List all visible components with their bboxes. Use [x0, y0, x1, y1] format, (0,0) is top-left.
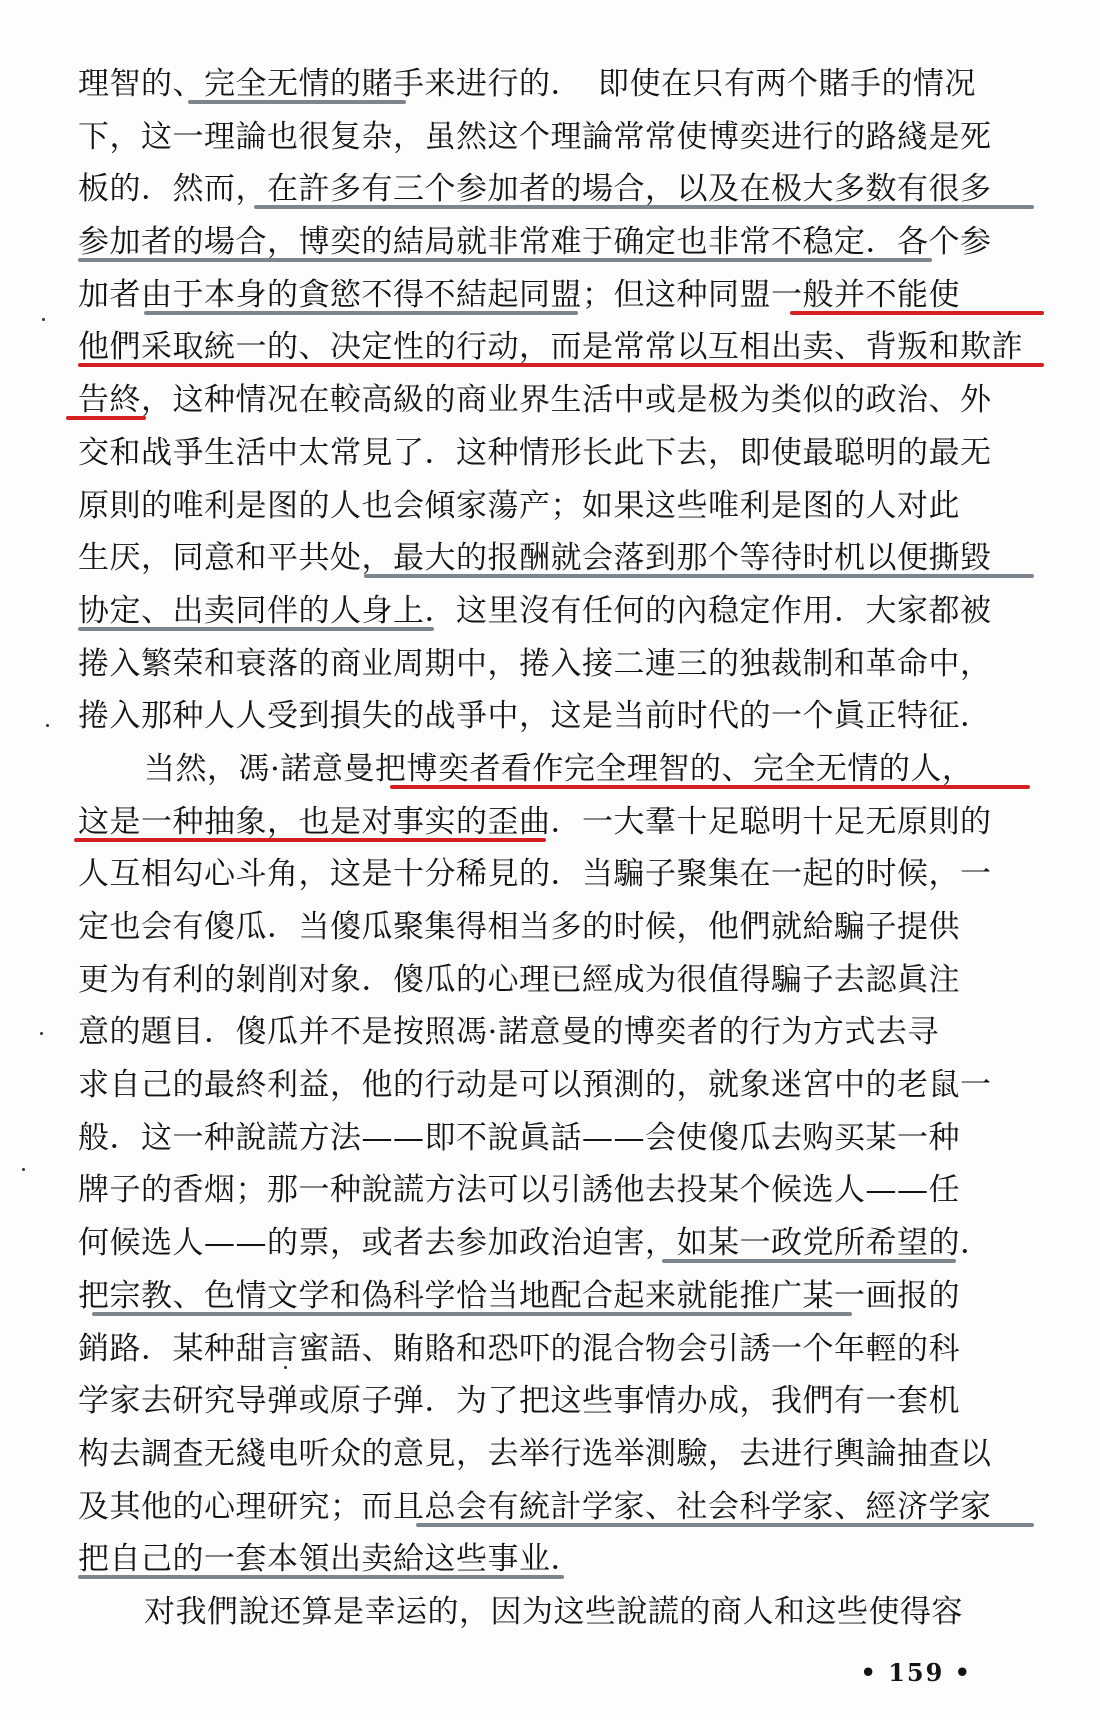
- text-line-14: 当然，馮·諾意曼把博奕者看作完全理智的、完全无情的人，: [78, 743, 1044, 796]
- text-line-17: 定也会有傻瓜．当傻瓜聚集得相当多的时候，他們就給騙子提供: [78, 909, 960, 945]
- text-line-9: 原則的唯利是图的人也会傾家蕩产；如果这些唯利是图的人对此: [78, 487, 960, 524]
- scan-speck: [22, 1168, 25, 1171]
- text-line-13: 捲入那种人人受到損失的战爭中，这是当前时代的一个眞正特征．: [78, 698, 992, 735]
- page-number: • 159 •: [860, 1658, 972, 1687]
- text-line-19: 意的題目．傻瓜并不是按照馮·諾意曼的博奕者的行为方式去寻: [78, 1014, 939, 1051]
- text-line-6: 他們采取統一的、决定性的行动，而是常常以互相出卖、背叛和欺詐: [78, 321, 1044, 374]
- text-line-10: 生厌，同意和平共处，最大的报酬就会落到那个等待时机以便撕毀: [78, 532, 1044, 585]
- scan-speck: [40, 1032, 43, 1035]
- text-line-25: 銷路．某种甜言蜜語、賄賂和恐吓的混合物会引誘一个年輕的科: [78, 1330, 960, 1367]
- text-line-7: 告終，这种情况在較高級的商业界生活中或是极为类似的政治、外: [78, 374, 1044, 427]
- text-line-1: 理智的、完全无情的賭手来进行的． 即使在只有两个賭手的情况: [78, 66, 976, 102]
- text-line-8: 交和战爭生活中太常見了．这种情形长此下去，即使最聪明的最无: [78, 434, 992, 471]
- text-line-26: 学家去研究导弹或原子弹．为了把这些事情办成，我們有一套机: [78, 1383, 960, 1420]
- text-line-22: 牌子的香烟；那一种說謊方法可以引誘他去投某个候选人——任: [78, 1172, 960, 1209]
- scan-speck: [42, 318, 45, 321]
- text-line-3: 板的．然而，在許多有三个参加者的場合，以及在极大多数有很多: [78, 163, 1044, 216]
- text-line-23: 何候选人——的票，或者去参加政治迫害，如某一政党所希望的．: [78, 1225, 992, 1262]
- text-line-15: 这是一种抽象，也是对事实的歪曲．一大羣十足聪明十足无原則的: [78, 796, 1044, 849]
- scan-speck: [46, 724, 49, 727]
- text-line-29: 把自己的一套本領出卖給这些事业．: [78, 1541, 582, 1578]
- text-line-11: 协定、出卖同伴的人身上．这里沒有任何的內稳定作用．大家都被: [78, 592, 992, 629]
- text-line-18: 更为有利的剝削对象．傻瓜的心理已經成为很值得騙子去認眞注: [78, 961, 960, 998]
- text-line-24: 把宗教、色情文学和偽科学恰当地配合起来就能推广某一画报的: [78, 1277, 960, 1314]
- text-line-30: 对我們說还算是幸运的，因为这些說謊的商人和这些使得容: [144, 1593, 963, 1630]
- text-line-5: 加者由于本身的貪慾不得不結起同盟；但这种同盟一般并不能使: [78, 269, 1044, 322]
- body-text: [78, 58, 1044, 1639]
- text-line-27: 构去調查无綫电听众的意見，去举行选举測驗，去进行輿論抽查以: [78, 1435, 992, 1472]
- text-line-12: 捲入繁荣和衰落的商业周期中，捲入接二連三的独裁制和革命中，: [78, 645, 992, 682]
- text-line-21: 般．这一种說謊方法——即不說眞話——会使傻瓜去购买某一种: [78, 1119, 960, 1156]
- text-line-4: 参加者的場合，博奕的結局就非常难于确定也非常不稳定．各个参: [78, 224, 992, 261]
- text-line-20: 求自己的最終利益，他的行动是可以預測的，就象迷宮中的老鼠一: [78, 1067, 992, 1104]
- text-line-16: 人互相勾心斗角，这是十分稀見的．当騙子聚集在一起的时候，一: [78, 856, 992, 893]
- text-line-2: 下，这一理論也很复杂，虽然这个理論常常使博奕进行的路綫是死: [78, 118, 992, 155]
- text-line-28: 及其他的心理研究；而且总会有統計学家、社会科学家、經济学家: [78, 1481, 1044, 1534]
